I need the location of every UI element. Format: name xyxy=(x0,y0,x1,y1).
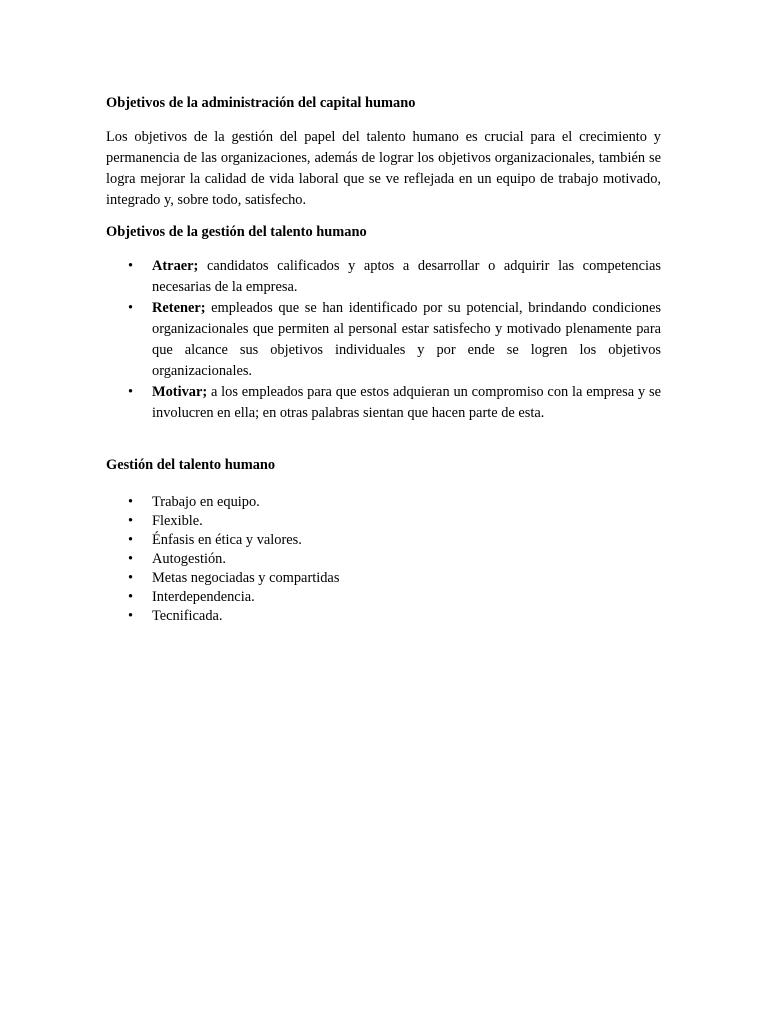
objective-term: Retener; xyxy=(152,300,206,316)
list-item xyxy=(106,298,661,382)
bullet-icon: • xyxy=(128,300,134,316)
list-item xyxy=(106,588,661,607)
document-page xyxy=(106,87,661,626)
list-item-text: Interdependencia. xyxy=(152,589,255,605)
bullet-icon: • xyxy=(128,570,134,586)
list-item xyxy=(106,607,661,626)
list-item-text: Flexible. xyxy=(152,513,203,529)
bullet-icon: • xyxy=(128,551,134,567)
list-item xyxy=(106,256,661,298)
document-title: Objetivos de la administración del capital humano xyxy=(106,95,416,111)
bullet-icon: • xyxy=(128,589,134,605)
objectives-list xyxy=(106,256,661,424)
list-item xyxy=(106,493,661,512)
objective-term: Atraer; xyxy=(152,258,199,274)
bullet-icon: • xyxy=(128,494,134,510)
list-item-text: Énfasis en ética y valores. xyxy=(152,532,302,548)
objectives-heading: Objetivos de la gestión del talento humano xyxy=(106,224,367,240)
objective-text: empleados que se han identificado por su potencial, brindando condiciones organizacionales que permiten al personal estar satisfecho y motivado plenamente para que alcance sus objetivos individuales y por ende se logren los objetivos organizacionales. xyxy=(152,300,661,379)
management-list xyxy=(106,493,661,626)
bullet-icon: • xyxy=(128,258,134,274)
list-item-text: Metas negociadas y compartidas xyxy=(152,570,340,586)
bullet-icon: • xyxy=(128,532,134,548)
list-item xyxy=(106,531,661,550)
objective-term: Motivar; xyxy=(152,384,208,400)
list-item xyxy=(106,569,661,588)
list-item-text: Trabajo en equipo. xyxy=(152,494,260,510)
list-item-text: Tecnificada. xyxy=(152,608,223,624)
management-heading: Gestión del talento humano xyxy=(106,457,276,473)
bullet-icon: • xyxy=(128,513,134,529)
bullet-icon: • xyxy=(128,384,134,400)
list-item xyxy=(106,512,661,531)
intro-paragraph: Los objetivos de la gestión del papel del talento humano es crucial para el crecimiento y permanencia de las organizaciones, además de lograr los objetivos organizacionales, también se logra mejorar la calidad de vida laboral que se ve reflejada en un equipo de trabajo motivado, integrado y, sobre todo, satisfecho. xyxy=(106,129,661,208)
list-item xyxy=(106,550,661,569)
bullet-icon: • xyxy=(128,608,134,624)
objective-text: a los empleados para que estos adquieran un compromiso con la empresa y se involucren en ella; en otras palabras sientan que hacen parte de esta. xyxy=(152,384,661,421)
list-item xyxy=(106,382,661,424)
list-item-text: Autogestión. xyxy=(152,551,226,567)
objective-text: candidatos calificados y aptos a desarrollar o adquirir las competencias necesarias de la empresa. xyxy=(152,258,661,295)
